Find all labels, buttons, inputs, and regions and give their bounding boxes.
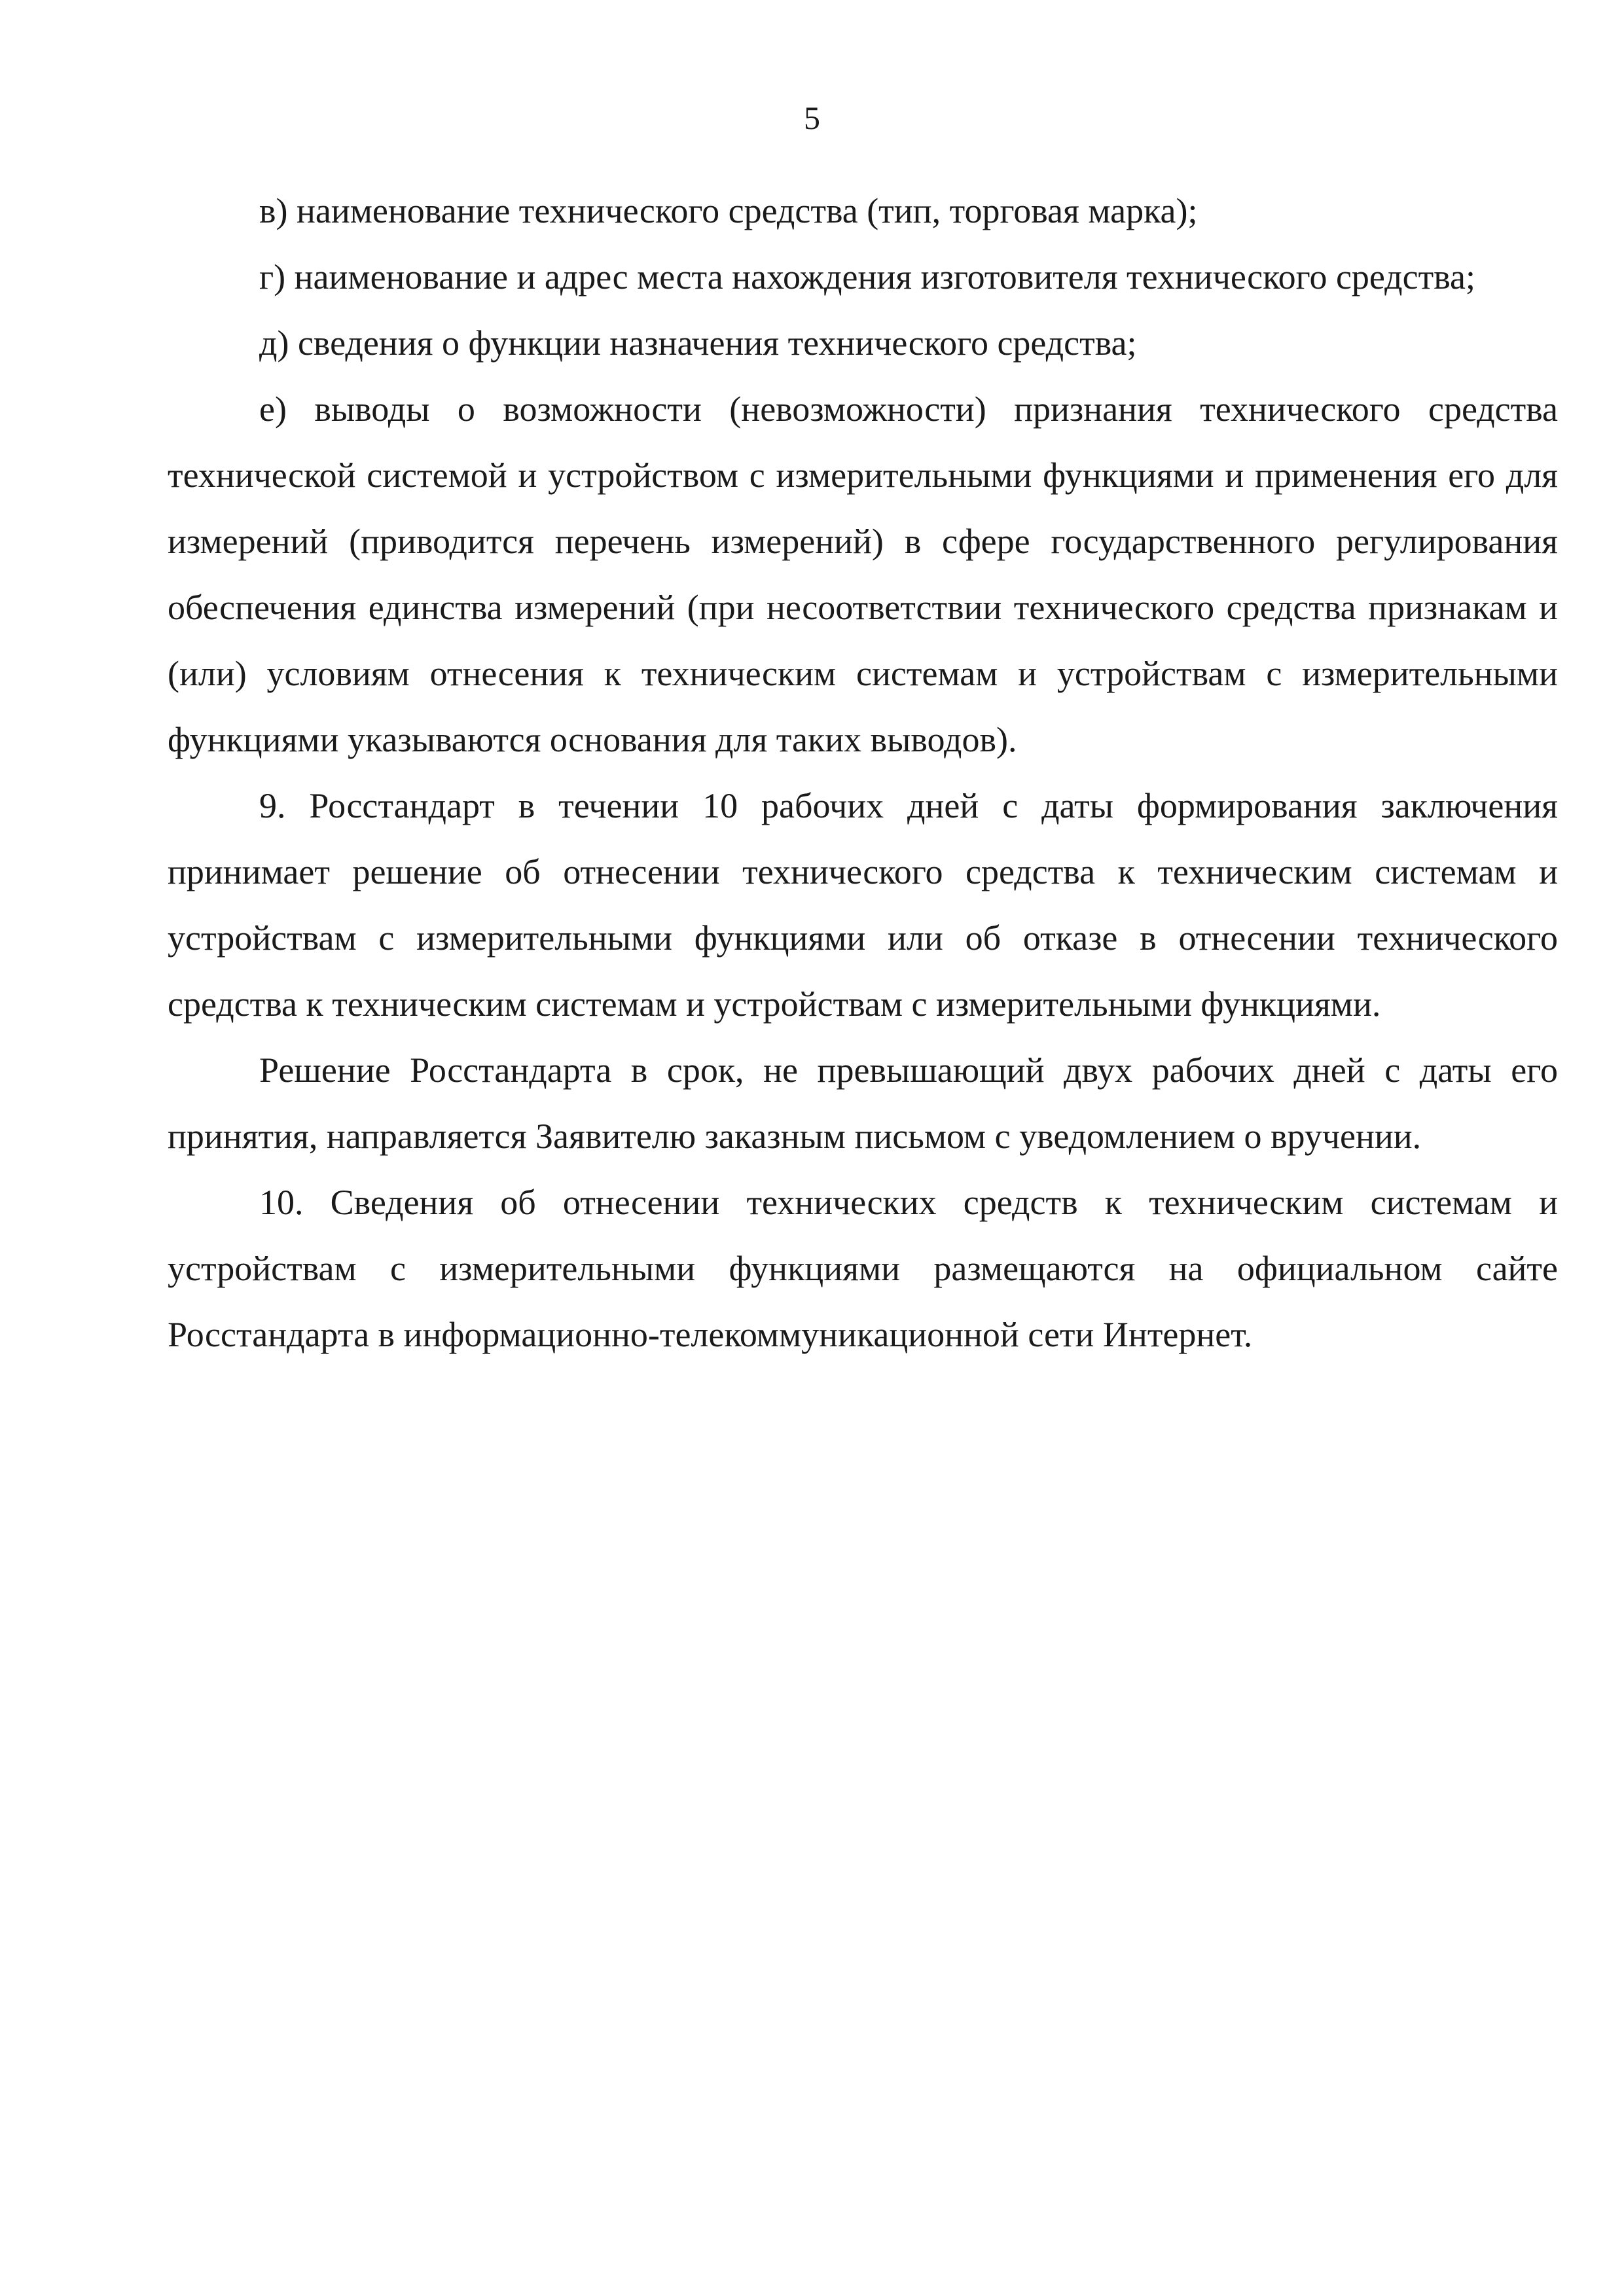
page-number: 5	[804, 99, 820, 136]
paragraph-clause-10: 10. Сведения об отнесении технических средств к техническим системам и устройствам с измерительными функциями размещаются на официальном сайте Росстандарта в информационно-телекоммуникационной сети Интернет.	[168, 1183, 1558, 1354]
paragraph-item-v: в) наименование технического средства (тип, торговая марка);	[259, 191, 1198, 230]
paragraph-decision-notice: Решение Росстандарта в срок, не превышающий двух рабочих дней с даты его принятия, направляется Заявителю заказным письмом с уведомлением о вручении.	[168, 1050, 1558, 1156]
paragraph-clause-9: 9. Росстандарт в течении 10 рабочих дней с даты формирования заключения принимает решение об отнесении технического средства к техническим системам и устройствам с измерительными функциями или об отказе в отнесении технического средства к техническим системам и устройствам с измерительными функциями.	[168, 786, 1558, 1024]
paragraph-item-d: д) сведения о функции назначения технического средства;	[259, 323, 1137, 363]
paragraph-item-g: г) наименование и адрес места нахождения изготовителя технического средства;	[259, 257, 1475, 296]
paragraph-item-e: е) выводы о возможности (невозможности) признания технического средства технической системой и устройством с измерительными функциями и применения его для измерений (приводится перечень измерений) в сфере государственного регулирования обеспечения единства измерений (при несоответствии технического средства признакам и (или) условиям отнесения к техническим системам и устройствам с измерительными функциями указываются основания для таких выводов).	[168, 389, 1558, 759]
document-body	[168, 178, 1558, 1368]
